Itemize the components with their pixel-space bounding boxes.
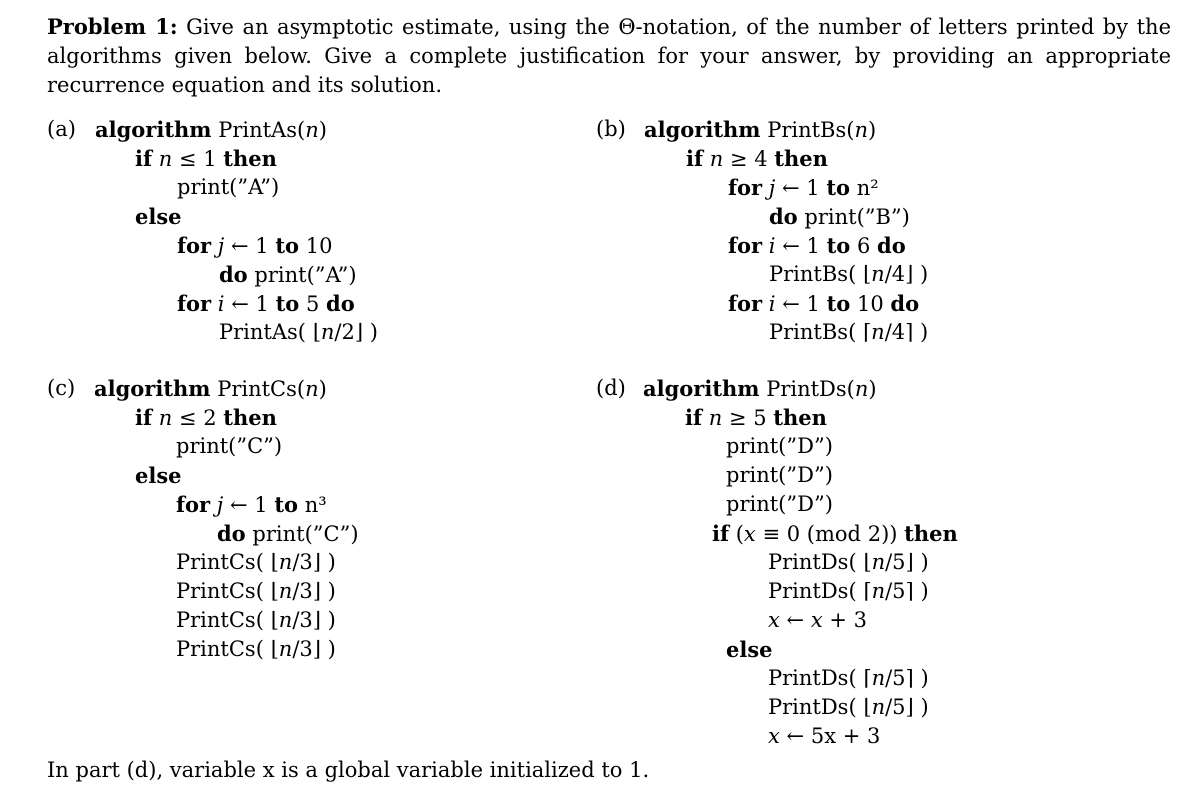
- algo-d-line-8: PrintDs( ⌈n/5⌉ ): [768, 579, 929, 603]
- algo-a-line-8: PrintAs( ⌊n/2⌋ ): [219, 320, 378, 344]
- algo-c-line-6: do print(”C”): [217, 521, 359, 546]
- part-label-b: (b): [596, 117, 626, 141]
- algo-c-line-3: print(”C”): [176, 434, 283, 458]
- algo-d-line-12: PrintDs( ⌊n/5⌋ ): [768, 695, 929, 719]
- part-label-d: (d): [596, 376, 626, 400]
- algo-d-line-11: PrintDs( ⌈n/5⌉ ): [768, 666, 929, 690]
- footer-note: In part (d), variable x is a global variable initialized to 1.: [47, 758, 650, 782]
- problem-statement: [47, 12, 1171, 100]
- algo-d-line-6: if (x ≡ 0 (mod 2)) then: [712, 521, 958, 546]
- algo-c-line-9: PrintCs( ⌊n/3⌋ ): [176, 608, 336, 632]
- problem-label: Problem 1:: [47, 14, 178, 39]
- algo-c-line-1: algorithm PrintCs(n): [94, 376, 327, 401]
- algo-b-line-4: do print(”B”): [769, 204, 910, 229]
- algo-d-line-4: print(”D”): [726, 463, 833, 487]
- algo-b-line-8: PrintBs( ⌈n/4⌉ ): [769, 320, 929, 344]
- algo-b-line-5: for i ← 1 to 6 do: [728, 233, 906, 258]
- algo-d-line-1: algorithm PrintDs(n): [643, 376, 877, 401]
- part-label-c: (c): [47, 376, 76, 400]
- algo-a-line-4: else: [135, 204, 182, 229]
- algo-b-line-7: for i ← 1 to 10 do: [728, 291, 920, 316]
- algo-a-line-6: do print(”A”): [219, 262, 357, 287]
- algo-c-line-7: PrintCs( ⌊n/3⌋ ): [176, 550, 336, 574]
- algo-c-line-4: else: [135, 463, 182, 488]
- algo-c-line-10: PrintCs( ⌊n/3⌋ ): [176, 637, 336, 661]
- algo-d-line-7: PrintDs( ⌊n/5⌋ ): [768, 550, 929, 574]
- algo-d-line-13: x ← 5x + 3: [768, 724, 881, 748]
- algo-d-line-10: else: [726, 637, 773, 662]
- algo-b-line-1: algorithm PrintBs(n): [644, 117, 877, 142]
- algo-c-line-2: if n ≤ 2 then: [135, 405, 277, 430]
- algo-d-line-3: print(”D”): [726, 434, 833, 458]
- algo-c-line-8: PrintCs( ⌊n/3⌋ ): [176, 579, 336, 603]
- algo-b-line-3: for j ← 1 to n²: [728, 175, 879, 200]
- problem-text: Give an asymptotic estimate, using the Θ-notation, of the number of letters printed by the algorithms given below. Give a complete justification for your answer, by providing an appropriate recurrence equation and its solution.: [47, 15, 1171, 97]
- algo-d-line-5: print(”D”): [726, 492, 833, 516]
- part-label-a: (a): [47, 117, 76, 141]
- algo-a-line-3: print(”A”): [177, 175, 280, 199]
- algo-d-line-9: x ← x + 3: [768, 608, 868, 632]
- algo-b-line-2: if n ≥ 4 then: [686, 146, 828, 171]
- algo-a-line-2: if n ≤ 1 then: [135, 146, 277, 171]
- algo-b-line-6: PrintBs( ⌊n/4⌋ ): [769, 262, 929, 286]
- algo-a-line-1: algorithm PrintAs(n): [95, 117, 327, 142]
- algo-a-line-5: for j ← 1 to 10: [177, 233, 333, 258]
- algo-a-line-7: for i ← 1 to 5 do: [177, 291, 355, 316]
- algo-d-line-2: if n ≥ 5 then: [685, 405, 827, 430]
- algo-c-line-5: for j ← 1 to n³: [176, 492, 327, 517]
